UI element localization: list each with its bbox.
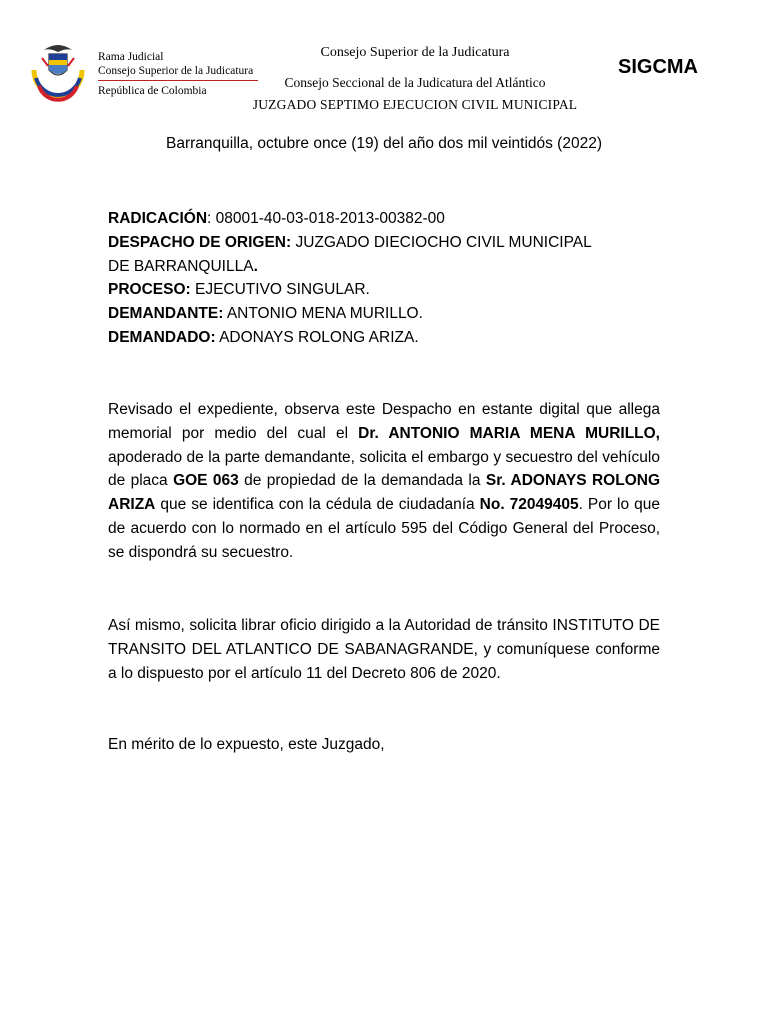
proceso-value: EJECUTIVO SINGULAR. [190, 281, 370, 299]
proceso-label: PROCESO: [108, 281, 191, 299]
colombia-coat-of-arms-icon [26, 36, 90, 108]
despacho-value-1: JUZGADO DIECIOCHO CIVIL MUNICIPAL [291, 233, 592, 251]
id-number: No. 72049405 [479, 496, 579, 514]
paragraph-merit: En mérito de lo expuesto, este Juzgado, [108, 736, 385, 753]
radicacion-label: RADICACIÓN [108, 210, 208, 227]
demandado-value: ADONAYS ROLONG ARIZA. [215, 328, 419, 346]
despacho-value-2: DE BARRANQUILLA [108, 257, 254, 275]
header-council: Consejo Superior de la Judicatura [320, 45, 510, 60]
radicacion-row [108, 207, 668, 231]
sigcma-label: SIGCMA [618, 56, 698, 78]
despacho-row-cont [108, 255, 668, 279]
branch-name: Rama Judicial [98, 51, 164, 63]
case-details [108, 207, 668, 350]
despacho-row [108, 231, 668, 255]
demandante-label: DEMANDANTE: [108, 305, 224, 323]
proceso-row [108, 278, 668, 302]
radicacion-value: : 08001-40-03-018-2013-00382-00 [207, 210, 445, 227]
branch-council: Consejo Superior de la Judicatura [98, 65, 254, 77]
branch-country: República de Colombia [98, 85, 207, 97]
paragraph-text: de propiedad de la demandada la [238, 472, 486, 490]
paragraph-text: . Por lo que de acuerdo con lo normado en el artículo 595 del Código General del Proceso, se dispondrá su secuestro. [108, 496, 660, 561]
paragraph-transit-office: Así mismo, solicita librar oficio dirigido a la Autoridad de tránsito INSTITUTO DE TRANSITO DEL ATLANTICO DE SABANAGRANDE, y comuníquese conforme a lo dispuesto por el artículo 11 del Decreto 806 de 2020. [108, 617, 660, 682]
header-titles [230, 44, 600, 114]
attorney-name: Dr. ANTONIO MARIA MENA MURILLO, [358, 424, 660, 442]
despacho-period: . [253, 257, 258, 275]
paragraph-text: Revisado el expediente, observa este Despacho en estante digital que allega memorial por medio del cual el [108, 401, 660, 442]
paragraph-review [108, 398, 660, 565]
demandado-row [108, 326, 668, 350]
demandante-value: ANTONIO MENA MURILLO. [223, 305, 423, 323]
demandado-label: DEMANDADO: [108, 328, 216, 346]
header-court: JUZGADO SEPTIMO EJECUCION CIVIL MUNICIPAL [252, 97, 578, 112]
despacho-label: DESPACHO DE ORIGEN: [108, 233, 292, 251]
demandante-row [108, 302, 668, 326]
paragraph-text: apoderado de la parte demandante, solicita el embargo y secuestro del vehículo de placa [108, 448, 660, 490]
vehicle-plate: GOE 063 [173, 472, 239, 490]
defendant-name: Sr. ADONAYS ROLONG ARIZA [108, 472, 660, 514]
paragraph-text: que se identifica con la cédula de ciudadanía [155, 496, 480, 514]
date-line: Barranquilla, octubre once (19) del año dos mil veintidós (2022) [166, 135, 602, 152]
header-sectional-council: Consejo Seccional de la Judicatura del Atlántico [284, 75, 546, 90]
